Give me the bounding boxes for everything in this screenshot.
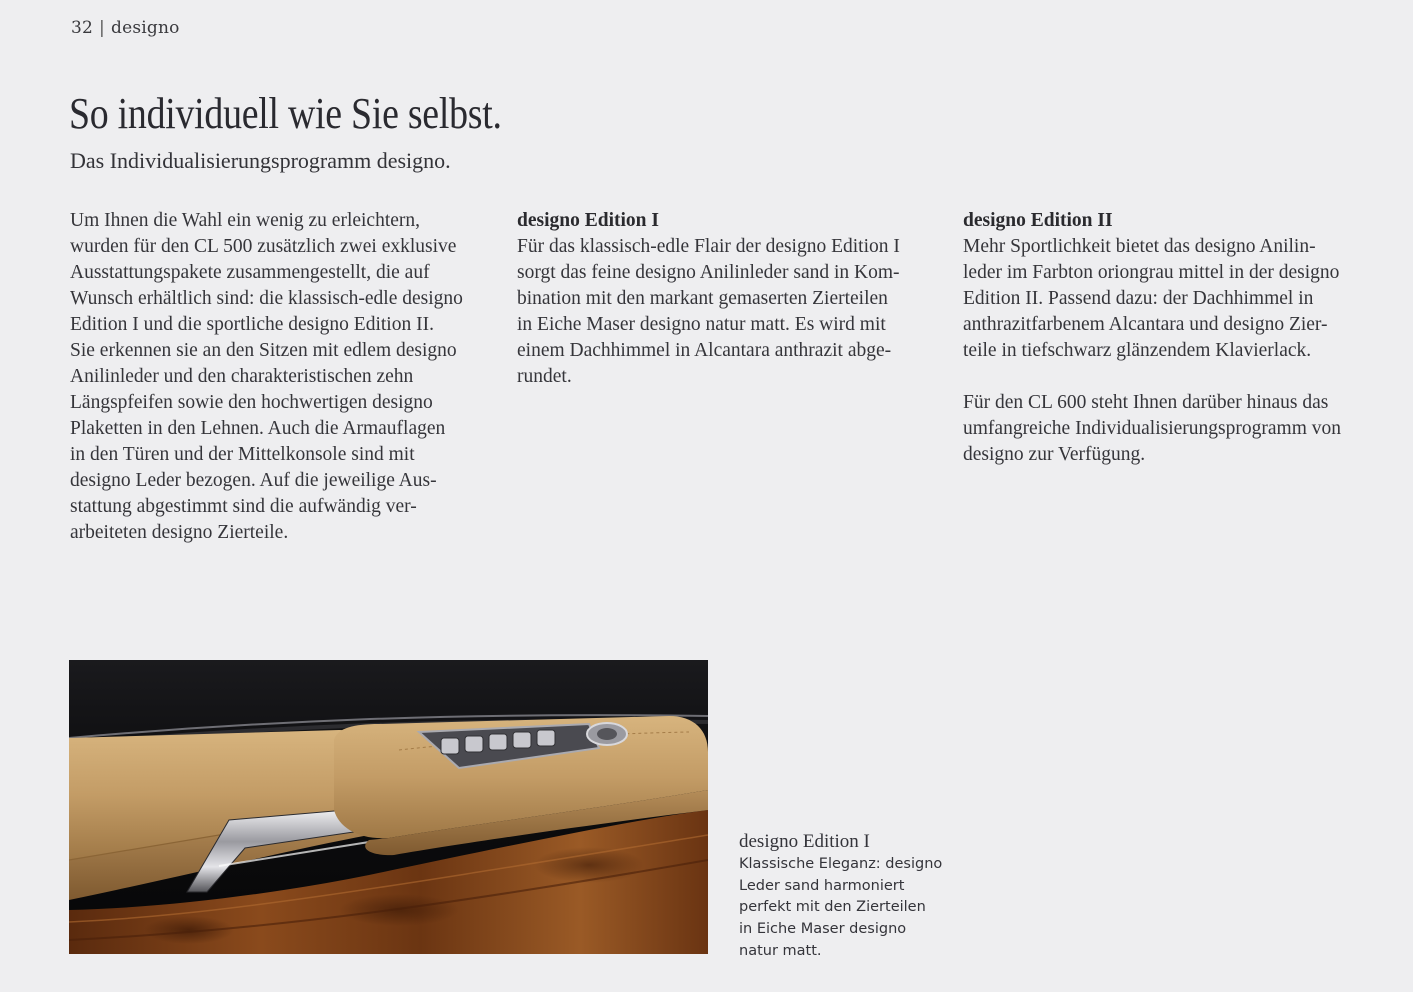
text-line: Längspfeifen sowie den hochwertigen designo bbox=[70, 392, 433, 413]
edition-two-heading: designo Edition II bbox=[963, 210, 1113, 231]
text-line: arbeiteten designo Zierteile. bbox=[70, 522, 289, 543]
intro-column bbox=[70, 208, 463, 546]
edition-one-column bbox=[517, 208, 900, 390]
text-line: bination mit den markant gemaserten Zierteilen bbox=[517, 288, 888, 309]
text-line: Ausstattungspakete zusammengestellt, die auf bbox=[70, 262, 430, 283]
page-title: So individuell wie Sie selbst. bbox=[69, 89, 502, 138]
armrest-illustration bbox=[69, 660, 708, 954]
text-line: Für das klassisch-edle Flair der designo Edition I bbox=[517, 236, 900, 257]
text-line: in Eiche Maser designo natur matt. Es wird mit bbox=[517, 314, 886, 335]
caption-line: in Eiche Maser designo bbox=[739, 921, 907, 938]
edition-two-column bbox=[963, 208, 1341, 468]
text-line: anthrazitfarbenem Alcantara und designo Zier- bbox=[963, 314, 1328, 335]
text-line: Plaketten in den Lehnen. Auch die Armauflagen bbox=[70, 418, 446, 439]
text-line: Mehr Sportlichkeit bietet das designo Anilin- bbox=[963, 236, 1316, 257]
text-line: leder im Farbton oriongrau mittel in der designo bbox=[963, 262, 1340, 283]
caption-line: Klassische Eleganz: designo bbox=[739, 856, 943, 872]
caption-line: natur matt. bbox=[739, 942, 822, 959]
header-separator: | bbox=[99, 18, 105, 38]
interior-photo bbox=[69, 660, 708, 954]
caption-line: perfekt mit den Zierteilen bbox=[739, 899, 926, 916]
text-line: Anilinleder und den charakteristischen zehn bbox=[70, 366, 414, 387]
text-line: Edition II. Passend dazu: der Dachhimmel in bbox=[963, 288, 1314, 309]
text-line: wurden für den CL 500 zusätzlich zwei exklusive bbox=[70, 236, 457, 257]
text-line: sorgt das feine designo Anilinleder sand in Kom- bbox=[517, 262, 900, 283]
page-number: 32 bbox=[71, 18, 94, 38]
page-header bbox=[71, 18, 180, 38]
photo-caption bbox=[739, 830, 942, 963]
text-line: teile in tiefschwarz glänzendem Klavierlack. bbox=[963, 340, 1312, 361]
text-line: Wunsch erhältlich sind: die klassisch-edle designo bbox=[70, 288, 463, 309]
caption-title: designo Edition I bbox=[739, 831, 870, 852]
text-line: rundet. bbox=[517, 366, 572, 387]
text-line: in den Türen und der Mittelkonsole sind mit bbox=[70, 444, 415, 465]
section-name: designo bbox=[110, 18, 180, 38]
caption-line: Leder sand harmoniert bbox=[739, 877, 905, 894]
edition-one-heading: designo Edition I bbox=[517, 210, 659, 231]
text-line: einem Dachhimmel in Alcantara anthrazit abge- bbox=[517, 340, 892, 361]
text-line: umfangreiche Individualisierungsprogramm von bbox=[963, 418, 1341, 439]
text-line: stattung abgestimmt sind die aufwändig ver- bbox=[70, 496, 417, 517]
text-line: Für den CL 600 steht Ihnen darüber hinaus das bbox=[963, 392, 1329, 413]
page-subtitle: Das Individualisierungsprogramm designo. bbox=[70, 148, 451, 173]
text-line: designo Leder bezogen. Auf die jeweilige Aus- bbox=[70, 470, 437, 491]
text-line: designo zur Verfügung. bbox=[963, 444, 1146, 465]
paragraph-gap bbox=[963, 364, 1341, 390]
text-line: Sie erkennen sie an den Sitzen mit edlem designo bbox=[70, 340, 457, 361]
text-line: Um Ihnen die Wahl ein wenig zu erleichtern, bbox=[70, 210, 421, 231]
text-line: Edition I und die sportliche designo Edition II. bbox=[70, 314, 434, 335]
